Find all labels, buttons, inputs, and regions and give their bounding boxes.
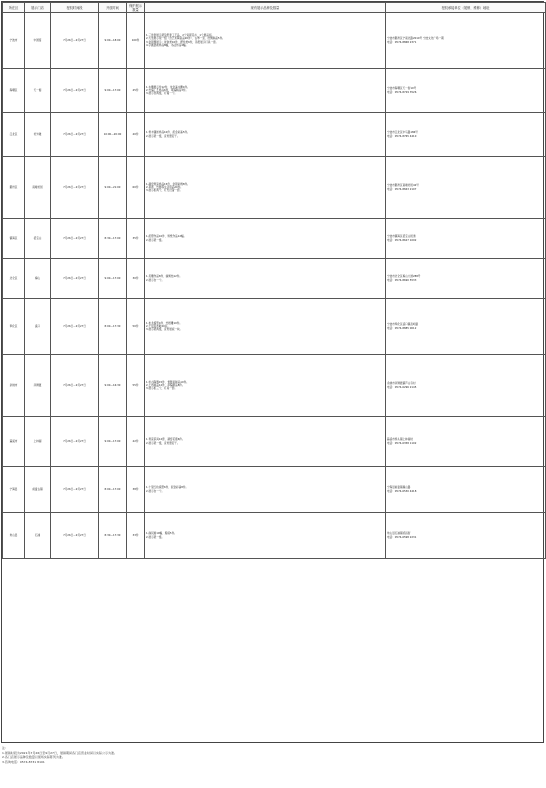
- address-cell-text: 宁波市北仑区梅山大道288号 电话：0574-8690 5533: [387, 275, 421, 282]
- table-row: [3, 513, 546, 559]
- details-cell: [145, 417, 386, 467]
- details-cell-text: 1.骨木镶嵌样品10件、泥金彩漆5件。 2.展示架一组，宣传册若干。: [146, 131, 190, 138]
- hours-cell: [99, 13, 127, 69]
- store-cell: [25, 513, 51, 559]
- hours-cell: [99, 467, 127, 513]
- header-address: 授权承接单位（展销、维修）地址: [386, 3, 546, 13]
- details-cell: [145, 355, 386, 417]
- period-cell: [51, 513, 99, 559]
- address-cell: [386, 417, 546, 467]
- header-hours: 开放时间: [99, 3, 127, 13]
- count-cell-text: 55件: [132, 383, 139, 387]
- details-cell: [145, 69, 386, 113]
- header-count: 保护展示数量: [127, 3, 145, 13]
- table-row: [3, 259, 546, 299]
- count-cell-text: 60件: [132, 185, 139, 189]
- hours-cell-text: 9:00—17:00: [104, 439, 121, 443]
- table-body: [3, 13, 546, 559]
- address-cell: [386, 157, 546, 219]
- details-cell-text: 1.泥塑作品10件、剪纸作品12幅。 2.展示架一组。: [146, 235, 187, 242]
- table-row: [3, 113, 546, 157]
- count-cell-text: 40件: [132, 132, 139, 136]
- details-cell-text: 1.越窑青瓷样品15件、金银彩绣8件。 2.草席、竹器等生活用品20件。 3.展示柜两个，灯光设备一套。: [146, 182, 190, 193]
- period-cell: [51, 69, 99, 113]
- address-cell: [386, 299, 546, 355]
- address-cell: [386, 113, 546, 157]
- count-cell: [127, 299, 145, 355]
- document-sheet: [1, 1, 544, 743]
- district-cell-text: 江北区: [9, 132, 18, 136]
- count-cell-text: 50件: [132, 324, 139, 328]
- address-cell: [386, 259, 546, 299]
- store-cell: [25, 219, 51, 259]
- details-cell-text: 1.渔民画10幅、船模5件。 2.展示架一组。: [146, 532, 177, 539]
- address-cell: [386, 513, 546, 559]
- district-cell-text: 象山县: [9, 533, 18, 537]
- store-cell-text: 前童古镇: [32, 487, 43, 491]
- period-cell: [51, 467, 99, 513]
- hours-cell: [99, 417, 127, 467]
- store-cell-text: 梅山: [34, 276, 41, 280]
- footer-line: 3.咨询电话：0574-8731 8101: [2, 759, 45, 764]
- exhibition-table: [2, 2, 546, 559]
- table-row: [3, 417, 546, 467]
- hours-cell-text: 9:00—17:00: [104, 88, 121, 92]
- period-cell-text: 7月26日—9月27日: [63, 236, 86, 240]
- header-period: 授权时间段: [51, 3, 99, 13]
- period-cell: [51, 355, 99, 417]
- footer-line: 1.展销时段为2021年7月26日至9月27日，展销期间各门店营业时间以实际公示为准。: [2, 750, 117, 755]
- table-row: [3, 467, 546, 513]
- period-cell-text: 7月26日—9月27日: [63, 487, 86, 491]
- details-cell: [145, 467, 386, 513]
- period-cell-text: 7月26日—9月27日: [63, 276, 86, 280]
- district-cell-text: 镇海区: [9, 236, 18, 240]
- table-row: [3, 355, 546, 417]
- district-cell-text: 鄞州区: [9, 185, 18, 189]
- store-cell-text: 天一阁: [33, 88, 42, 92]
- district-cell: [3, 157, 25, 219]
- district-cell: [3, 355, 25, 417]
- store-cell: [25, 417, 51, 467]
- table-row: [3, 299, 546, 355]
- store-cell: [25, 113, 51, 157]
- period-cell-text: 7月26日—9月27日: [63, 383, 86, 387]
- count-cell: [127, 417, 145, 467]
- address-cell-text: 宁波市江北区中马路186号 电话：0574-8765 4410: [387, 131, 418, 138]
- district-cell: [3, 417, 25, 467]
- table-row: [3, 219, 546, 259]
- district-cell: [3, 219, 25, 259]
- address-cell-text: 余姚市河姆渡镇芦山寺村 电话：0574-6296 2145: [387, 382, 417, 389]
- count-cell-text: 33件: [132, 533, 139, 537]
- details-cell: [145, 299, 386, 355]
- period-cell-text: 7月26日—9月27日: [63, 88, 86, 92]
- store-cell-text: 老外滩: [33, 132, 42, 136]
- details-cell: [145, 113, 386, 157]
- count-cell: [127, 157, 145, 219]
- count-cell: [127, 69, 145, 113]
- count-cell-text: 35件: [132, 236, 139, 240]
- details-cell-text: 1.青瓷茶具12套、越窑花瓶6件。 2.展示架一组，宣传册若干。: [146, 438, 185, 445]
- hours-cell-text: 9:00—17:00: [104, 276, 121, 280]
- hours-cell-text: 10:00—20:00: [103, 132, 122, 136]
- period-cell: [51, 113, 99, 157]
- header-details: 现有展示品种及数量: [145, 3, 386, 13]
- footer-line: 注：: [2, 746, 9, 750]
- address-cell-text: 宁波市奉化区溪口镇武岭路 电话：0574-8885 0012: [387, 323, 419, 330]
- hours-cell: [99, 299, 127, 355]
- details-cell-text: 1.布龙模型4件、竹根雕10件。 2.千层底布鞋20双。 3.展示架两组，宣传展板一块。: [146, 321, 183, 332]
- district-cell: [3, 69, 25, 113]
- store-cell: [25, 259, 51, 299]
- district-cell: [3, 467, 25, 513]
- count-cell: [127, 13, 145, 69]
- details-cell: [145, 13, 386, 69]
- store-cell-text: 南塘老街: [32, 185, 43, 189]
- hours-cell: [99, 219, 127, 259]
- address-cell-text: 宁波市海曙区天一街10号 电话：0574-8729 3526: [387, 87, 417, 94]
- address-cell-text: 象山县石浦镇延昌街 电话：0574-6598 2231: [387, 532, 417, 539]
- period-cell: [51, 13, 99, 69]
- period-cell: [51, 299, 99, 355]
- details-cell: [145, 219, 386, 259]
- district-cell-text: 海曙区: [9, 88, 18, 92]
- period-cell: [51, 219, 99, 259]
- count-cell: [127, 355, 145, 417]
- store-cell-text: 石浦: [34, 533, 41, 537]
- address-cell-text: 宁波市鄞州区宁南北路2010号 宁波文化广场一期 电话：0574-8868 2371: [387, 37, 444, 44]
- store-cell-text: 中国馆: [33, 38, 42, 42]
- count-cell-text: 100件: [131, 38, 140, 42]
- district-cell-text: 奉化区: [9, 324, 18, 328]
- district-cell: [3, 299, 25, 355]
- hours-cell-text: 8:30—17:30: [104, 533, 121, 537]
- period-cell-text: 7月26日—9月27日: [63, 185, 86, 189]
- address-cell-text: 宁海县前童镇鹿山路 电话：0574-6530 4418: [387, 486, 417, 493]
- period-cell-text: 7月26日—9月27日: [63, 439, 86, 443]
- table-row: [3, 69, 546, 113]
- period-cell: [51, 259, 99, 299]
- period-cell: [51, 417, 99, 467]
- hours-cell-text: 8:00—17:00: [104, 487, 121, 491]
- hours-cell-text: 8:30—17:00: [104, 236, 121, 240]
- period-cell-text: 7月26日—9月27日: [63, 324, 86, 328]
- store-cell: [25, 467, 51, 513]
- address-cell: [386, 467, 546, 513]
- hours-cell: [99, 513, 127, 559]
- count-cell: [127, 259, 145, 299]
- hours-cell: [99, 157, 127, 219]
- table-header-row: [3, 3, 546, 13]
- count-cell: [127, 513, 145, 559]
- header-district: 所在区: [3, 3, 25, 13]
- district-cell: [3, 259, 25, 299]
- address-cell: [386, 219, 546, 259]
- count-cell-text: 42件: [132, 439, 139, 443]
- hours-cell-text: 9:00—21:00: [104, 185, 121, 189]
- period-cell-text: 7月26日—9月27日: [63, 132, 86, 136]
- district-cell-text: 宁海县: [9, 487, 18, 491]
- period-cell: [51, 157, 99, 219]
- address-cell-text: 慈溪市桥头镇上林湖村 电话：0574-6358 1102: [387, 438, 417, 445]
- district-cell-text: 宁波市: [9, 38, 18, 42]
- details-cell-text: 1.三件套展示架及配套工艺品、2个景观花卉、1个展品柜。 2.大型展示架一组（含艺术陶瓷品20件）、古琴一张、丝绸制品5件。 3.金银器展示：首饰类10件、摆件类6件，另配展示灯具一套。 4.字画装裱样品8幅，书法作品4幅。: [146, 33, 225, 48]
- footer-notes: [2, 746, 542, 764]
- period-cell-text: 7月26日—9月27日: [63, 38, 86, 42]
- count-cell: [127, 113, 145, 157]
- details-cell: [145, 157, 386, 219]
- table-row: [3, 13, 546, 69]
- period-cell-text: 7月26日—9月27日: [63, 533, 86, 537]
- hours-cell-text: 9:00—16:30: [104, 383, 121, 387]
- hours-cell-text: 8:00—17:30: [104, 324, 121, 328]
- district-cell: [3, 513, 25, 559]
- table-row: [3, 157, 546, 219]
- store-cell: [25, 13, 51, 69]
- store-cell-text: 溪口: [34, 324, 41, 328]
- count-cell: [127, 219, 145, 259]
- store-cell-text: 上林湖: [33, 439, 42, 443]
- hours-cell: [99, 259, 127, 299]
- count-cell-text: 30件: [132, 276, 139, 280]
- details-cell: [145, 259, 386, 299]
- store-cell-text: 河姆渡: [33, 383, 42, 387]
- address-cell: [386, 13, 546, 69]
- hours-cell: [99, 113, 127, 157]
- store-cell: [25, 157, 51, 219]
- hours-cell: [99, 355, 127, 417]
- district-cell: [3, 113, 25, 157]
- footer-line: 2.各门店展示品种及数量以现场实际陈列为准。: [2, 755, 65, 760]
- details-cell-text: 1.贝雕作品8件、渔绳结12件。 2.展示台一个。: [146, 275, 182, 282]
- count-cell-text: 45件: [132, 88, 139, 92]
- district-cell-text: 余姚市: [9, 383, 18, 387]
- store-cell-text: 招宝山: [33, 236, 42, 240]
- details-cell-text: 1.仿古陶器15件、骨器复制品10件。 2.土布制品12件、草编制品8件。 3.展示柜三个，灯具一套。: [146, 380, 189, 391]
- header-store: 展示门店: [25, 3, 51, 13]
- store-cell: [25, 355, 51, 417]
- district-cell-text: 慈溪市: [9, 439, 18, 443]
- count-cell: [127, 467, 145, 513]
- address-cell: [386, 69, 546, 113]
- address-cell-text: 宁波市鄞州区南塘老街42号 电话：0574-8843 2107: [387, 184, 419, 191]
- address-cell: [386, 355, 546, 417]
- store-cell: [25, 299, 51, 355]
- hours-cell-text: 9:00—18:00: [104, 38, 121, 42]
- details-cell: [145, 513, 386, 559]
- count-cell-text: 38件: [132, 487, 139, 491]
- details-cell-text: 1.木雕展示件12件、朱金漆木雕4件。 2.竹编工艺样品6件、草编制品3件。 3.展示台两组，灯箱一个。: [146, 85, 190, 96]
- district-cell: [3, 13, 25, 69]
- address-cell-text: 宁波市镇海区招宝山街道 电话：0574-8627 1092: [387, 235, 417, 242]
- hours-cell: [99, 69, 127, 113]
- details-cell-text: 1.十里红妆模型6件、泥金彩漆8件。 2.展示台一个。: [146, 486, 189, 493]
- store-cell: [25, 69, 51, 113]
- district-cell-text: 北仑区: [9, 276, 18, 280]
